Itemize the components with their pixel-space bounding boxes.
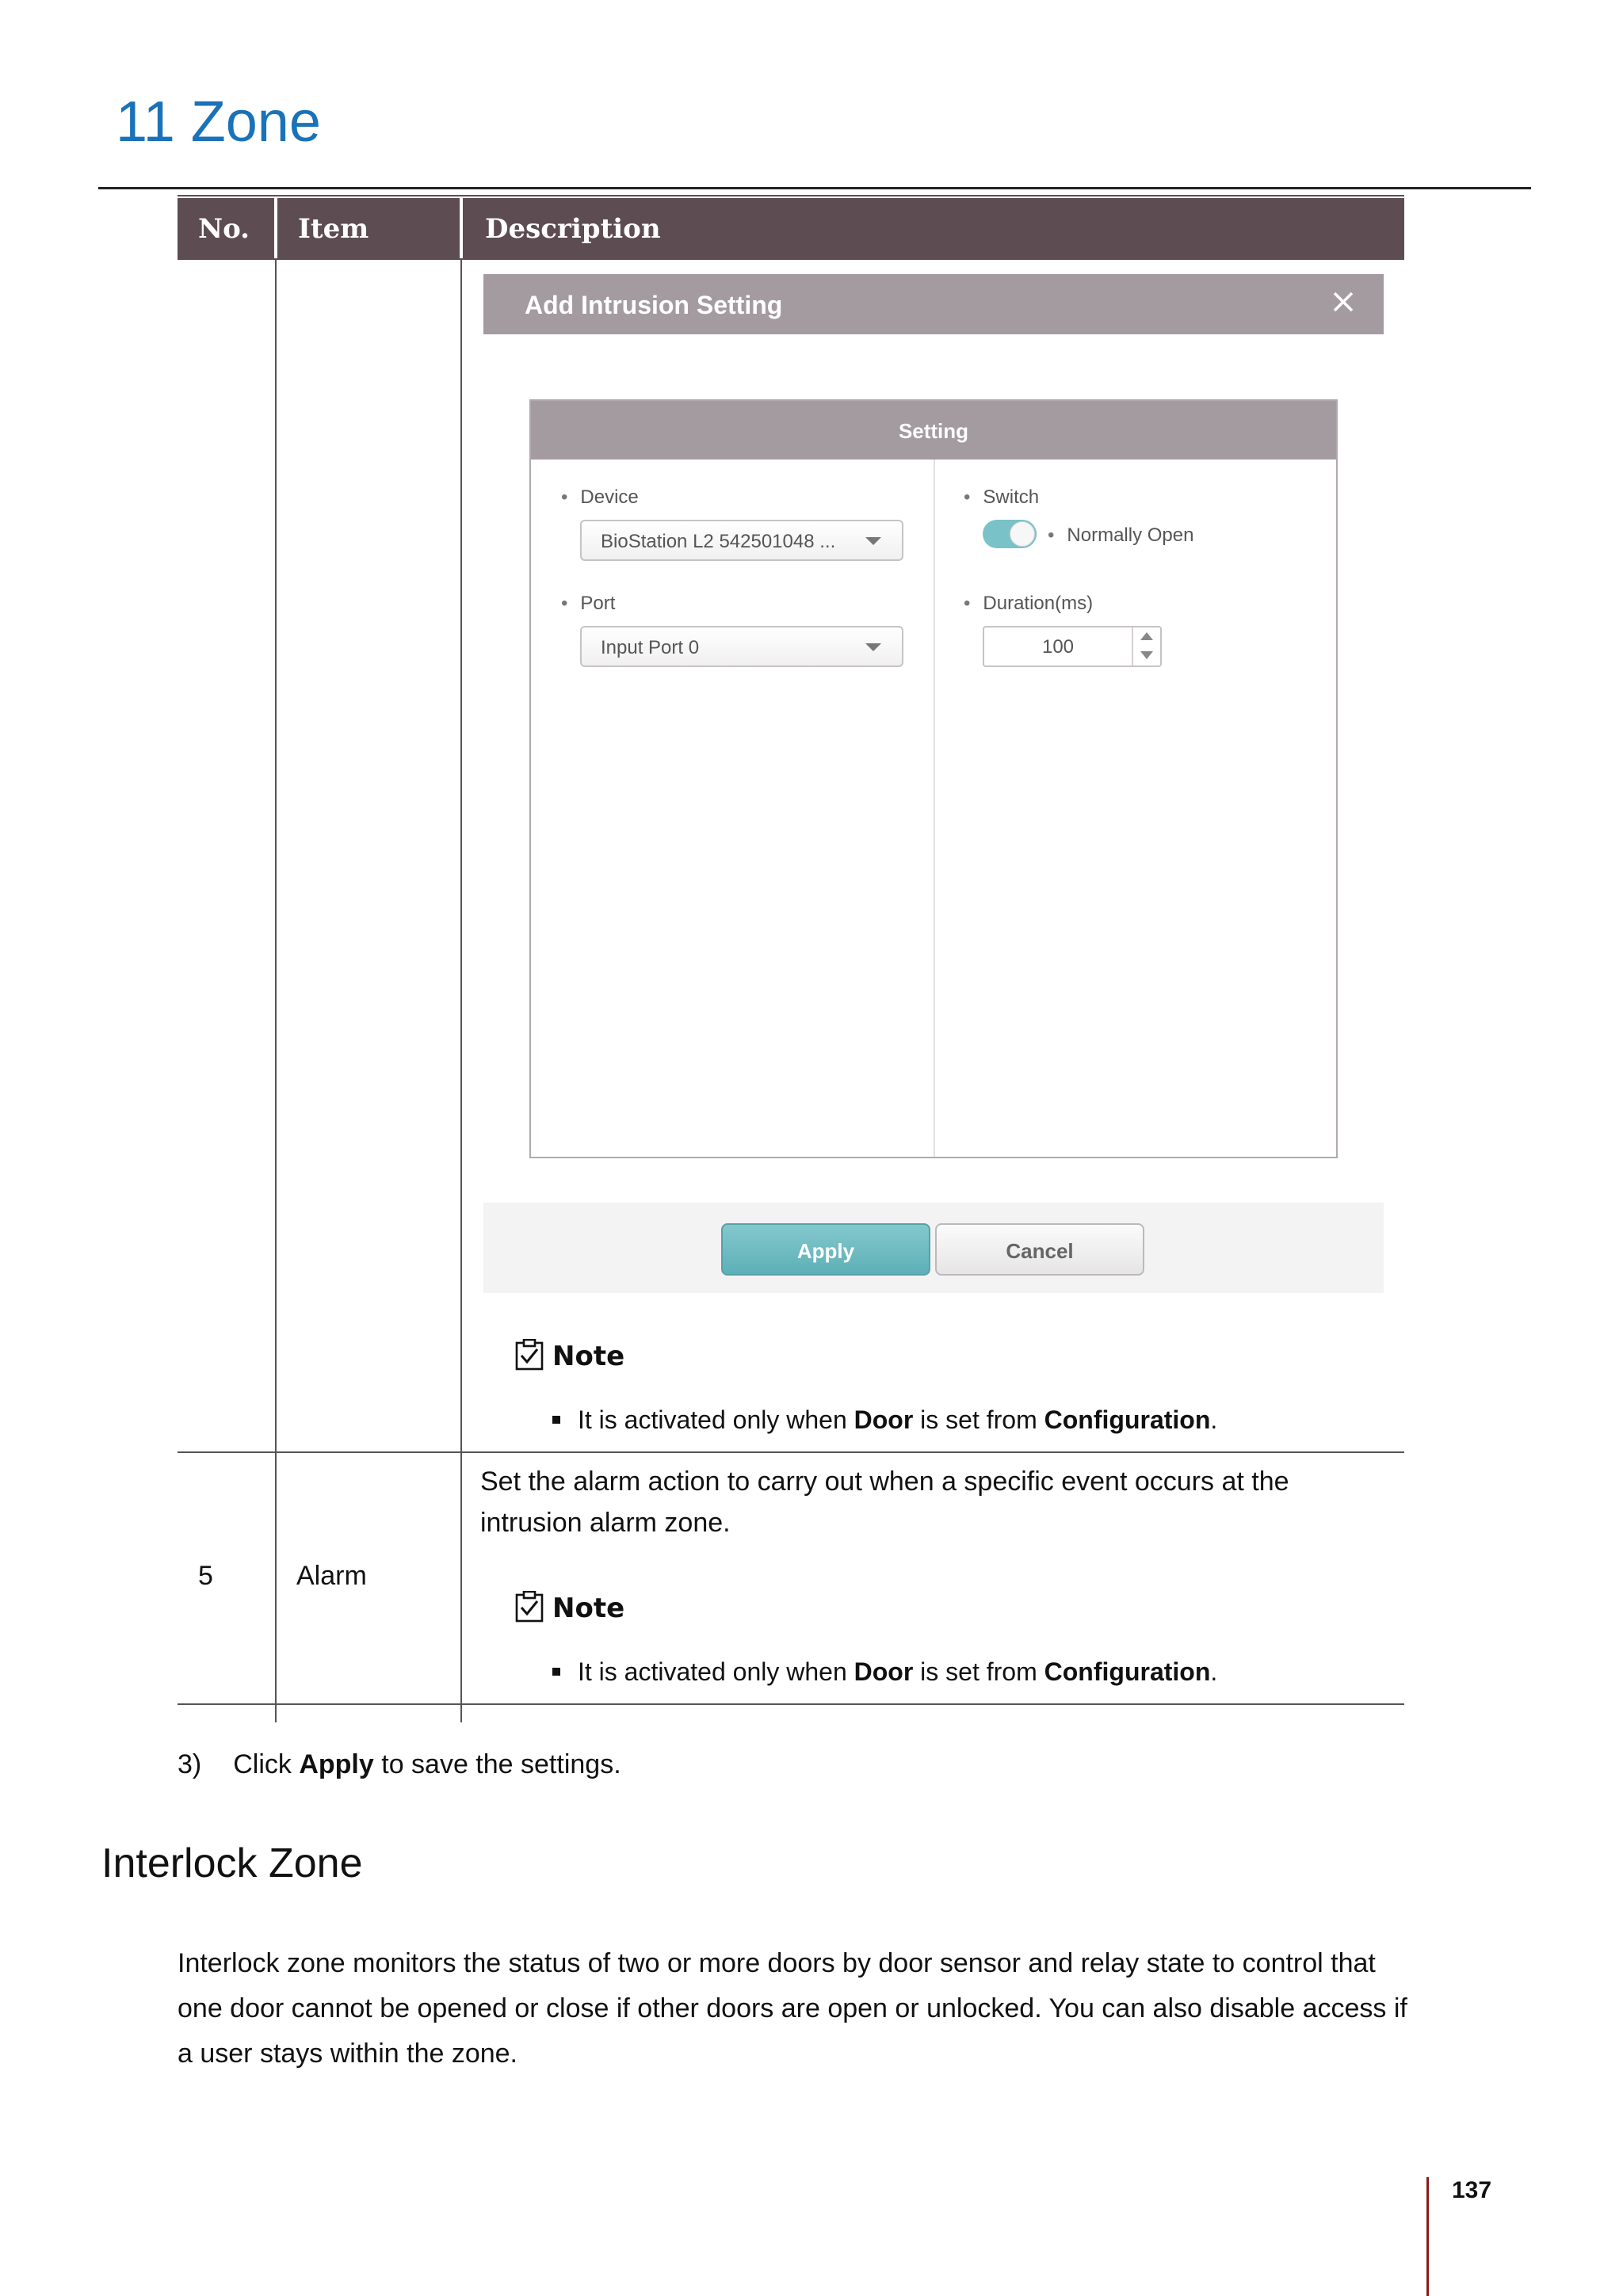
note-bullet (552, 1657, 1217, 1687)
step-number: 3) (178, 1749, 202, 1779)
note-configuration: Configuration (1044, 1405, 1211, 1434)
switch-value-text: Normally Open (1067, 524, 1194, 546)
chevron-down-icon (865, 643, 881, 651)
chevron-down-icon (865, 537, 881, 545)
setting-divider (934, 460, 935, 1157)
section-title: Interlock Zone (101, 1840, 363, 1886)
table-bottom-border (178, 1703, 1404, 1705)
duration-stepper[interactable] (983, 626, 1162, 667)
switch-value (1048, 524, 1193, 547)
note-text: is set from (913, 1405, 1044, 1434)
header-description: Description (485, 213, 661, 245)
device-select[interactable] (580, 520, 903, 561)
setting-header: Setting (531, 401, 1336, 460)
page-number: 137 (1452, 2177, 1492, 2203)
device-label: • Device (561, 486, 639, 509)
note-text: It is activated only when (578, 1657, 854, 1686)
note-text: . (1210, 1657, 1218, 1686)
clipboard-check-icon (515, 1339, 544, 1371)
port-label: • Port (561, 593, 615, 615)
chevron-down-icon[interactable] (1140, 651, 1153, 659)
clipboard-check-icon (515, 1591, 544, 1623)
note-door: Door (854, 1657, 914, 1686)
header-no: No. (198, 213, 250, 245)
step-apply: Apply (299, 1749, 374, 1779)
stepper-buttons (1132, 627, 1160, 666)
note-bullet (552, 1405, 1217, 1435)
note-door: Door (854, 1405, 914, 1434)
toggle-knob (1010, 521, 1035, 547)
device-select-value: BioStation L2 542501048 ... (601, 531, 836, 552)
cancel-button[interactable]: Cancel (935, 1223, 1144, 1276)
note-title: Note (552, 1592, 625, 1624)
step-text: to save the settings. (373, 1749, 621, 1779)
row-number: 5 (198, 1561, 213, 1591)
row-divider (178, 1451, 1404, 1453)
header-gap (274, 198, 277, 258)
column-divider (460, 260, 462, 1722)
apply-button[interactable]: Apply (721, 1223, 930, 1276)
note-configuration: Configuration (1044, 1657, 1211, 1686)
dialog-header (483, 274, 1384, 334)
title-rule (98, 187, 1531, 189)
note-text: . (1210, 1405, 1218, 1434)
step-text: Click (233, 1749, 300, 1779)
row-description: Set the alarm action to carry out when a specific event occurs at the intrusion alarm zone. (480, 1466, 1289, 1538)
step-3 (178, 1749, 621, 1780)
row-item: Alarm (296, 1561, 367, 1591)
table-header-bottom-border (178, 258, 1404, 260)
setting-panel (529, 399, 1338, 1158)
switch-label: • Switch (964, 486, 1039, 509)
chapter-title: 11 Zone (116, 90, 321, 154)
switch-toggle[interactable] (983, 520, 1037, 548)
page-rule (1426, 2177, 1429, 2296)
port-select-value: Input Port 0 (601, 637, 700, 658)
duration-label: • Duration(ms) (964, 593, 1093, 615)
dialog-title: Add Intrusion Setting (525, 291, 783, 319)
table-header (178, 198, 1404, 258)
close-icon[interactable] (1330, 288, 1357, 315)
note-text: is set from (913, 1657, 1044, 1686)
header-gap (460, 198, 463, 258)
duration-value: 100 (1041, 636, 1075, 658)
chevron-up-icon[interactable] (1140, 632, 1153, 640)
note-title: Note (552, 1341, 625, 1372)
bullet-square (552, 1416, 560, 1424)
port-select[interactable] (580, 626, 903, 667)
bullet-square (552, 1668, 560, 1676)
table-top-border (178, 195, 1404, 196)
note-text: It is activated only when (578, 1405, 854, 1434)
interlock-paragraph: Interlock zone monitors the status of two or more doors by door sensor and relay state to control that one door cannot be opened or close if other doors are open or unlocked. You can also disable access if a user stays within the zone. (178, 1948, 1407, 2069)
dialog-button-bar (483, 1203, 1384, 1293)
column-divider (275, 260, 277, 1722)
header-item: Item (298, 213, 369, 245)
